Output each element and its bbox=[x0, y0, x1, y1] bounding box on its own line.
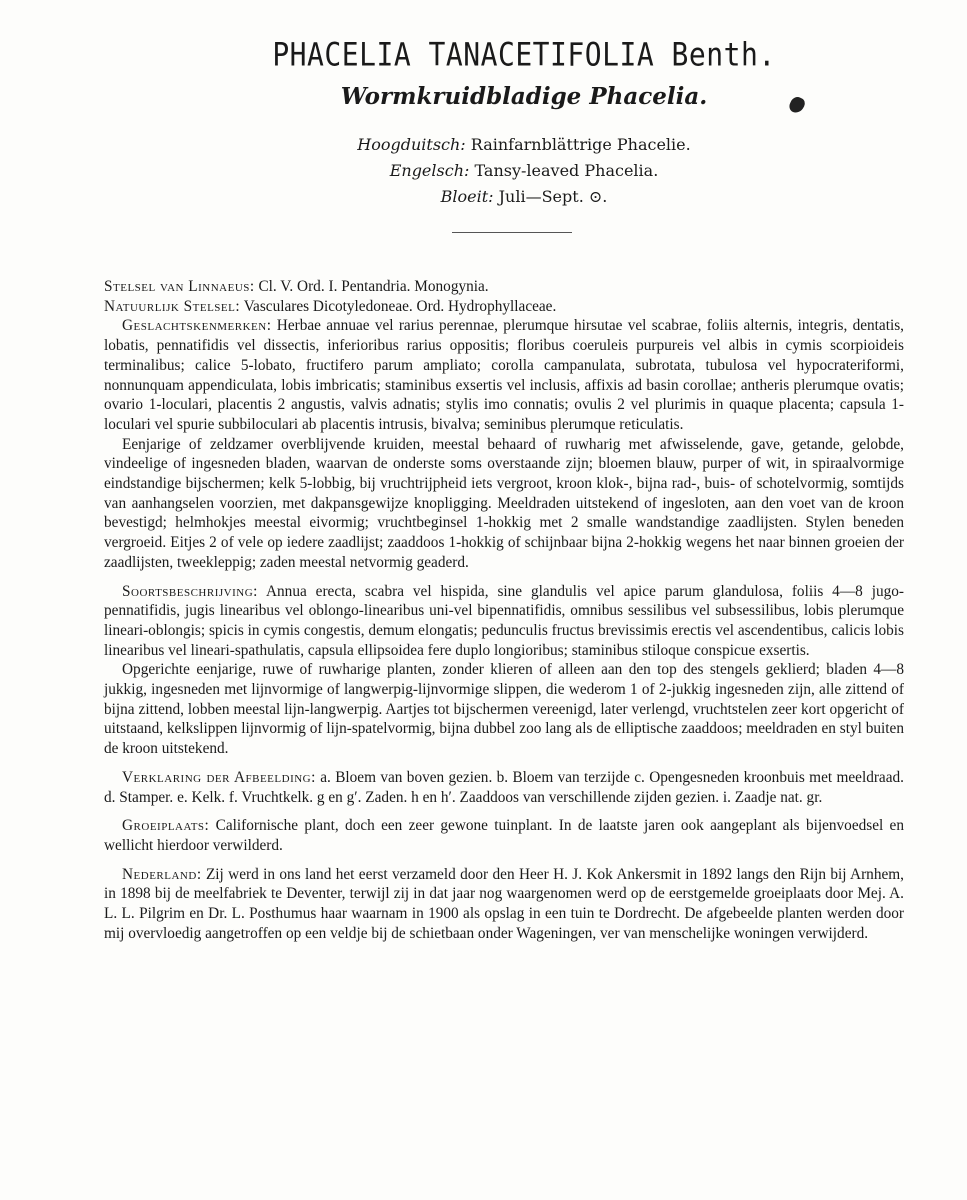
natural-label: Natuurlijk Stelsel: bbox=[104, 297, 241, 315]
german-name: Rainfarnblättrige Phacelie. bbox=[470, 135, 691, 154]
species-description bbox=[104, 582, 904, 661]
genus-label: Geslachtskenmerken: bbox=[122, 317, 272, 335]
figure-explanation bbox=[104, 768, 904, 807]
linnaeus-label: Stelsel van Linnaeus: bbox=[104, 278, 255, 295]
page-subtitle: Wormkruidbladige Phacelia. bbox=[340, 83, 708, 110]
divider bbox=[452, 232, 572, 233]
document-page bbox=[104, 30, 904, 944]
bloom-line bbox=[144, 184, 904, 210]
linnaeus-text: Cl. V. Ord. I. Pentandria. Monogynia. bbox=[258, 278, 489, 295]
english-label: Engelsch: bbox=[389, 161, 470, 180]
species-dutch: Opgerichte eenjarige, ruwe of ruwharige planten, zonder klieren of alleen aan den top des stengels geklierd; bladen 4—8 jukkig, ingesneden met lijnvormige of langwerpig-lijnvormige slippen, die wederom 1 of 2-jukkig ingesneden zijn, alle zittend of bijna zittend, lobben meestal lijn-langwerpig. Aartjes tot bijschermen vereenigd, later verlengd, vruchtstelen zeer kort opgericht of uitstaand, kelkslippen lijnvormig of lijn-spatelvormig, bijna dubbel zoo lang als de elliptische zaaddoos; meeldraden en styl buiten de kroon uitstekend. bbox=[104, 661, 904, 758]
genus-dutch: Eenjarige of zeldzamer overblijvende kruiden, meestal behaard of ruwharig met afwisselende, gave, getande, gelobde, vindeelige of ingesneden bladen, waarvan de onderste soms overstaande zijn; bloemen blauw, purper of wit, in spiraalvormige eindstandige bijschermen; kelk 5-lobbig, bij vruchtrijpheid iets vergroot, kroon klok-, bijna rad-, buis- of schotelvormig, somtijds van aanhangselen voorzien, met dakpansgewijze knopligging. Meeldraden uitstekend of ingesloten, aan den voet van de kroon bevestigd; helmhokjes meestal eivormig; vruchtbeginsel 1-hokkig met 2 smalle wandstandige zaadlijsten. Stylen beneden vergroeid. Eitjes 2 of vele op iedere zaadlijst; zaaddoos 1-hokkig of schijnbaar bijna 2-hokkig wegens het naar binnen groeien der zaadlijsten, tweekleppig; zaden meestal netvormig geaderd. bbox=[104, 435, 904, 571]
habitat-label: Groeiplaats: bbox=[122, 817, 210, 835]
figure-text: a. Bloem van boven gezien. b. Bloem van terzijde c. Opengesneden kroonbuis met meeldraad. d. Stamper. e. Kelk. f. Vruchtkelk. g en g′. Zaden. h en h′. Zaaddoos van verschillende zijden gezien. i. Zaadje nat. gr. bbox=[104, 768, 904, 806]
species-text: Annua erecta, scabra vel hispida, sine glandulis vel apice parum glandulosa, foliis 4—8 jugo-pennatifidis, jugis linearibus vel oblongo-linearibus uni-vel bipennatifidis, omnibus sessilibus vel subsessilibus, lobis plerumque lineari-oblongis; spicis in cymis congestis, demum elongatis; pedunculis fructus brevissimis erectis vel ascendentibus, calicis lobis linearibus vel lineari-spathulatis, capsula ellipsoidea fere duplo longioribus; staminibus stiloque conspicue exsertis. bbox=[104, 582, 904, 659]
natural-text: Vasculares Dicotyledoneae. Ord. Hydrophyllaceae. bbox=[243, 297, 557, 315]
german-name-line bbox=[144, 132, 904, 158]
genus-characters bbox=[104, 316, 904, 434]
english-name: Tansy-leaved Phacelia. bbox=[474, 161, 659, 180]
nl-text: Zij werd in ons land het eerst verzameld door den Heer H. J. Kok Ankersmit in 1892 langs den Rijn bij Arnhem, in 1898 bij de meelfabriek te Deventer, terwijl zij in dat jaar nog waargenomen werd op de eerstgemelde groeiplaats door Mej. A. L. L. Pilgrim en Dr. L. Posthumus haar waarnam in 1900 als opslag in een tuin te Dordrecht. De afgebeelde planten werden door mij overvloedig aangetroffen op een veldje bij de schietbaan onder Wageningen, ver van menschelijke woningen verwijderd. bbox=[104, 865, 904, 942]
linnaeus-system bbox=[104, 277, 904, 297]
species-label: Soortsbeschrijving: bbox=[122, 582, 258, 600]
bloom-label: Bloeit: bbox=[440, 187, 494, 206]
figure-label: Verklaring der Afbeelding: bbox=[122, 768, 316, 786]
habitat bbox=[104, 816, 904, 855]
page-title: PHACELIA TANACETIFOLIA Benth. bbox=[272, 35, 776, 74]
natural-system bbox=[104, 297, 904, 317]
german-label: Hoogduitsch: bbox=[357, 135, 466, 154]
nl-label: Nederland: bbox=[122, 865, 202, 883]
bloom-value: Juli—Sept. ⊙. bbox=[498, 187, 608, 206]
netherlands-distribution bbox=[104, 865, 904, 944]
habitat-text: Californische plant, doch een zeer gewone tuinplant. In de laatste jaren ook aangeplant als bijenvoedsel en wellicht hierdoor verwilderd. bbox=[104, 817, 904, 854]
english-name-line bbox=[144, 158, 904, 184]
genus-text: Herbae annuae vel rarius perennae, plerumque hirsutae vel scabrae, foliis alternis, integris, dentatis, lobatis, pennatifidis vel dissectis, inferioribus rarius oppositis; floribus coeruleis purpureis vel albis in cymis scorpioideis terminalibus; calice 5-lobato, fructifero parum ampliato; corolla campanulata, subrotata, tubulosa vel hypocrateriformi, nonnunquam appendiculata, lobis imbricatis; staminibus exsertis vel inclusis, affixis ad basin corollae; antheris plerumque ovatis; ovario 1-loculari, placentis 2 angustis, valvis adnatis; stylis imo connatis; ovulis 2 vel plurimis in quaque placenta; capsula 1-loculari vel spurie subbiloculari ab placentis intrusis, bivalva; seminibus plerumque reticulatis. bbox=[104, 317, 905, 433]
